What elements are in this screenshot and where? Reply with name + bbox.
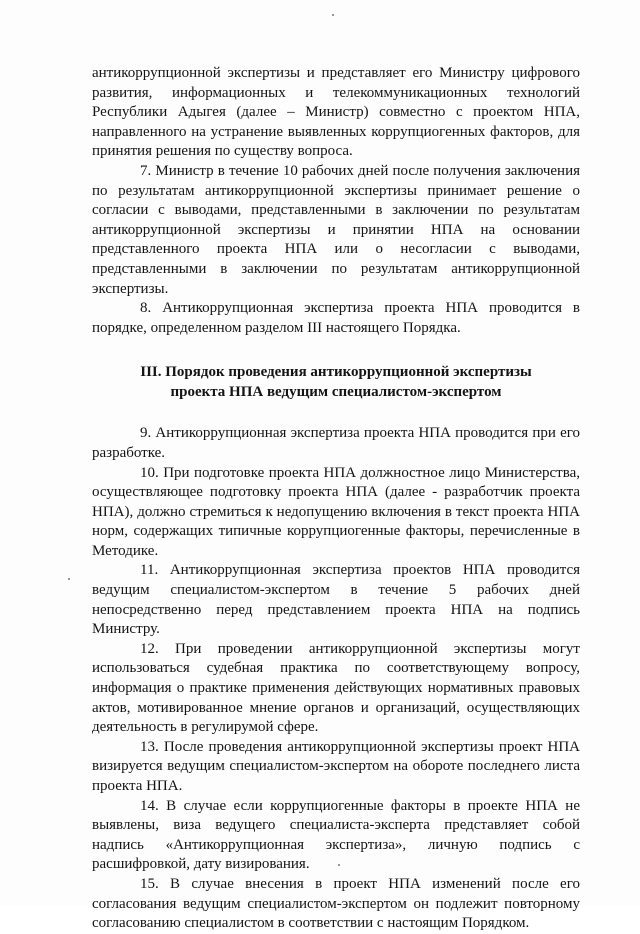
paragraph-11: 11. Антикоррупционная экспертиза проектов НПА проводится ведущим специалистом-экспертом в течение 5 рабочих дней непосредственно перед представлением проекта НПА на подпись Министру. (92, 562, 580, 638)
paragraph-12: 12. При проведении антикоррупционной экспертизы могут использоваться судебная практика по соответствующему вопросу, информация о практике применения действующих нормативных правовых актов, мотивированное мнение органов и организаций, осуществляющих деятельность в регулирумой сфере. (92, 640, 580, 736)
paragraph-9: 9. Антикоррупционная экспертиза проекта НПА проводится при его разработке. (92, 425, 580, 461)
section-heading-line-2: проекта НПА ведущим специалистом-экспертом (170, 384, 502, 401)
paragraph-14: 14. В случае если коррупциогенные факторы в проекте НПА не выявлены, виза ведущего специалиста-эксперта представляет собой надпись «Антикоррупционная экспертиза», личную подпись с расшифровкой, дату визирования. (92, 797, 580, 873)
section-heading (92, 362, 580, 402)
paragraph-8: 8. Антикоррупционная экспертиза проекта НПА проводится в порядке, определенном разделом III настоящего Порядка. (92, 300, 580, 336)
document-body (92, 64, 580, 934)
scan-speck (68, 578, 70, 580)
paragraph-7: 7. Министр в течение 10 рабочих дней после получения заключения по результатам антикоррупционной экспертизы принимает решение о согласии с выводами, представленными в заключении по результатам антикоррупционной экспертизы и принятии НПА на основании представленного проекта НПА или о несогласии с выводами, представленными в заключении по результатам антикоррупционной экспертизы. (92, 162, 580, 297)
paragraph-15: 15. В случае внесения в проект НПА изменений после его согласования ведущим специалистом-экспертом он подлежит повторному согласованию специалистом в соответствии с настоящим Порядком. (92, 875, 580, 932)
paragraph-6-continuation: антикоррупционной экспертизы и представляет его Министру цифрового развития, информационных и телекоммуникационных технологий Республики Адыгея (далее – Министр) совместно с проектом НПА, направленного на устранение выявленных коррупциогенных факторов, для принятия решения по существу вопроса. (92, 65, 580, 160)
section-heading-line-1: III. Порядок проведения антикоррупционной экспертизы (140, 364, 532, 381)
paragraph-13: 13. После проведения антикоррупционной экспертизы проект НПА визируется ведущим специалистом-экспертом на обороте последнего листа проекта НПА. (92, 738, 580, 794)
scan-speck (332, 14, 334, 16)
paragraph-10: 10. При подготовке проекта НПА должностное лицо Министерства, осуществляющее подготовку проекта НПА (далее - разработчик проекта НПА), должно стремиться к недопущению включения в текст проекта НПА норм, содержащих типичные коррупциогенные факторы, перечисленные в Методике. (92, 464, 580, 559)
